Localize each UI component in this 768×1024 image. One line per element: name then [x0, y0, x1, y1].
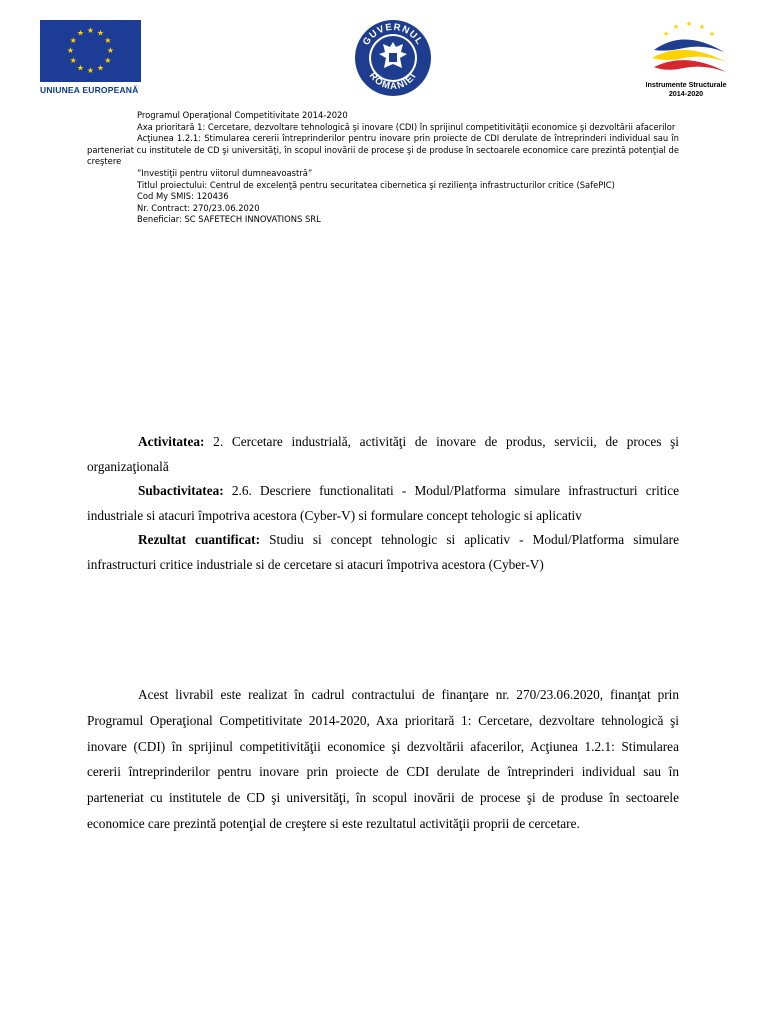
beneficiary-line: Beneficiar: SC SAFETECH INNOVATIONS SRL: [137, 214, 321, 225]
svg-text:GUVERNUL: GUVERNUL: [360, 21, 426, 48]
government-seal: [353, 18, 433, 98]
svg-text:★: ★: [698, 23, 706, 31]
svg-text:★: ★: [662, 30, 670, 38]
axis-line: Axa prioritară 1: Cercetare, dezvoltare tehnologică şi inovare (CDI) în sprijinul competitivităţii economice şi dezvoltării afacerilor: [137, 121, 676, 132]
eu-flag-icon: [40, 20, 141, 82]
svg-text:★: ★: [66, 46, 75, 55]
project-title-line: Titlul proiectului: Centrul de excelenţă pentru securitatea cibernetica şi rezilienţa infrastructurilor critice (SafePIC): [137, 179, 615, 190]
activity-section: [87, 430, 679, 577]
subactivity-label: Subactivitatea:: [138, 483, 224, 498]
structural-instruments-logo: [636, 18, 736, 98]
svg-text:★: ★: [86, 26, 95, 35]
project-info: [87, 110, 679, 226]
eu-logo: [40, 20, 141, 95]
smis-line: Cod My SMIS: 120436: [137, 191, 229, 202]
svg-text:★: ★: [76, 63, 85, 73]
is-caption-line2: 2014-2020: [668, 89, 704, 98]
svg-text:★: ★: [86, 66, 95, 75]
seal-lettering-icon: [353, 18, 433, 98]
structural-instruments-icon: [644, 18, 730, 80]
svg-text:ROMÂNIEI: ROMÂNIEI: [366, 70, 420, 93]
svg-text:★: ★: [104, 56, 112, 65]
result-value: Studiu si concept tehnologic si aplicativ - Modul/Platforma simulare infrastructuri critice industriale si de cercetare si atacuri împotriva acestora (Cyber-V): [87, 532, 679, 572]
svg-text:★: ★: [69, 36, 77, 45]
program-line: Programul Operaţional Competitivitate 2014-2020: [137, 110, 348, 120]
activity-value: 2. Cercetare industrială, activităţi de inovare de produs, servicii, de proces şi organizaţională: [87, 434, 679, 474]
svg-text:★: ★: [106, 46, 115, 55]
motto-line: ”Investiţii pentru viitorul dumneavoastră”: [137, 167, 313, 178]
subactivity-paragraph: [87, 479, 679, 528]
result-paragraph: [87, 528, 679, 577]
svg-text:★: ★: [96, 63, 105, 73]
svg-text:★: ★: [69, 56, 77, 65]
deliverable-paragraph: Acest livrabil este realizat în cadrul contractului de finanţare nr. 270/23.06.2020, finanţat prin Programul Operaţional Competitivitate 2014-2020, Axa prioritară 1: Cercetare, dezvoltare tehnologică şi inovare (CDI) în sprijinul competitivităţii economice şi dezvoltării afacerilor, Acţiunea 1.2.1: Stimularea cererii întreprinderilor pentru inovare prin proiecte de CDI derulate de întreprinderi individual sau în parteneriat cu institutele de CD şi universităţi, în scopul inovării de procese şi de produse în sectoarele economice care prezintă potenţial de creştere si este rezultatul activităţii proprii de cercetare.: [87, 687, 679, 831]
result-label: Rezultat cuantificat:: [138, 532, 261, 547]
svg-text:★: ★: [104, 36, 112, 45]
action-line: Acţiunea 1.2.1: Stimularea cererii întreprinderilor pentru inovare prin proiecte de CDI derulate de întreprinderi individual sau în parteneriat cu institutele de CD şi universităţi, în scopul inovării de procese şi de produse în sectoarele economice care prezintă potenţial de creştere: [87, 133, 679, 167]
activity-label: Activitatea:: [138, 434, 205, 449]
contract-line: Nr. Contract: 270/23.06.2020: [137, 202, 260, 213]
svg-text:★: ★: [76, 28, 85, 38]
svg-text:★: ★: [96, 28, 105, 38]
subactivity-value: 2.6. Descriere functionalitati - Modul/Platforma simulare infrastructuri critice industriale si atacuri împotriva acestora (Cyber-V) si formulare concept tehologic si aplicativ: [87, 483, 679, 523]
svg-text:★: ★: [708, 30, 716, 38]
svg-text:★: ★: [672, 23, 680, 31]
svg-text:★: ★: [685, 20, 693, 28]
is-caption-line1: Instrumente Structurale: [645, 80, 727, 89]
activity-paragraph: [87, 430, 679, 479]
eu-caption: UNIUNEA EUROPEANĂ: [40, 85, 139, 95]
